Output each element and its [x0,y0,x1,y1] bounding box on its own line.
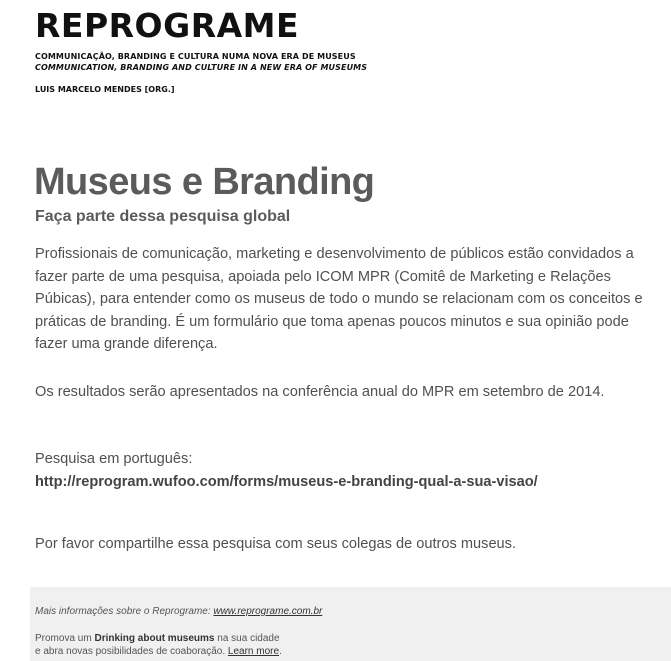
logo-wordmark: REPROGRAME [35,6,300,45]
promo-suffix: na sua cidade [214,633,280,644]
reprograme-site-link[interactable]: www.reprograme.com.br [213,606,323,617]
footer [30,587,671,661]
footer-info [35,606,322,617]
intro-paragraph: Profissionais de comunicação, marketing e desenvolvimento de públicos estão convidados a fazer parte de uma pesquisa, apoiada pelo ICOM MPR (Comitê de Marketing e Relações Púbicas), para entender como os museus de todo o mundo se relacionam com os conceitos e práticas de branding. É um formulário que toma apenas poucos minutos e sua opinião pode fazer uma grande diferença. [35,246,643,352]
tagline-english: COMMUNICATION, BRANDING AND CULTURE IN A NEW ERA OF MUSEUMS [35,63,368,72]
tagline-portuguese: COMMUNICAÇÃO, BRANDING E CULTURA NUMA NOVA ERA DE MUSEUS [35,52,356,61]
logo-block [35,8,367,95]
promo-prefix: Promova um [35,633,95,644]
footer-promo [35,632,282,658]
share-paragraph: Por favor compartilhe essa pesquisa com seus colegas de outros museus. [35,536,517,552]
promo-bold: Drinking about museums [94,633,215,644]
page-subtitle: Faça parte dessa pesquisa global [35,208,291,225]
organizer-credit: LUIS MARCELO MENDES [ORG.] [35,85,175,94]
survey-label: Pesquisa em português: [35,451,193,467]
survey-paragraph [35,448,660,493]
promo-line2: e abra novas posibilidades de coaboração. [35,646,228,657]
results-paragraph: Os resultados serão apresentados na conferência anual do MPR em setembro de 2014. [35,384,605,400]
page-title: Museus e Branding [34,161,375,203]
survey-link[interactable]: http://reprogram.wufoo.com/forms/museus-e-branding-qual-a-sua-visao/ [35,473,538,490]
footer-info-text: Mais informações sobre o Reprograme: [35,606,214,617]
promo-period: . [279,646,282,657]
learn-more-link[interactable]: Learn more [227,646,280,657]
